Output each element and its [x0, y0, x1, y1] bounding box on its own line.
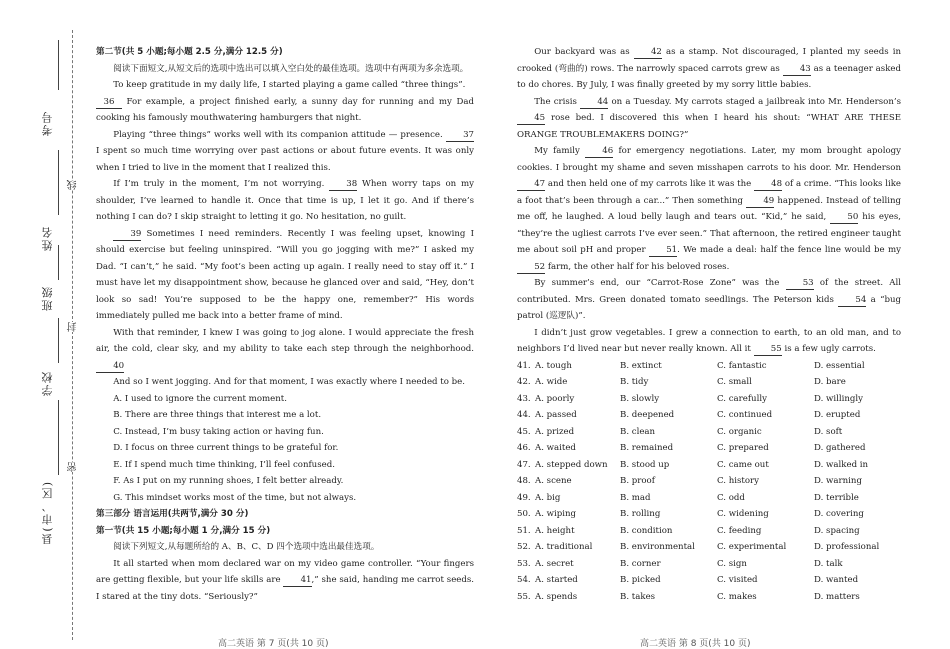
passage-paragraph: It all started when mom declared war on my video game controller. “Your fingers are getting flexible, but your life skills are 41,” she said, handing me carrot seeds. I stared at the tiny dots. “Seriously?” — [96, 558, 475, 602]
choice-option-d: D. walked in — [814, 459, 869, 470]
question-number: 49. — [517, 492, 531, 503]
choice-option-d: D. talk — [814, 558, 843, 569]
choice-option-d: D. warning — [814, 476, 862, 486]
question-number: 51. — [517, 525, 531, 536]
choice-option-b: B. corner — [620, 558, 661, 569]
choice-option-b: B. mad — [620, 492, 651, 503]
choice-option-c: C. feeding — [717, 525, 762, 536]
choice-option-b: B. rolling — [620, 509, 661, 519]
choice-option-b: B. remained — [620, 443, 674, 453]
blank-49: 49 — [746, 195, 774, 208]
choice-option-a: A. spends — [535, 591, 578, 602]
section-1-instructions: 阅读下列短文,从每题所给的 A、B、C、D 四个选项中选出最佳选项。 — [113, 542, 380, 552]
choice-option-b: B. deepened — [620, 410, 675, 420]
choice-option-d: D. spacing — [814, 525, 860, 536]
choice-row — [517, 374, 901, 391]
choice-option-c: C. carefully — [717, 393, 767, 404]
question-number: 45. — [517, 426, 531, 437]
choice-option-d: D. essential — [814, 360, 865, 371]
choice-option-d: D. terrible — [814, 492, 859, 503]
choice-option-a: A. big — [535, 492, 561, 503]
blank-42: 42 — [634, 46, 662, 59]
section-1-header: 第一节(共 15 小题;每小题 1 分,满分 15 分) — [96, 525, 271, 536]
blank-47: 47 — [517, 178, 545, 191]
choice-table — [517, 358, 901, 606]
blank-50: 50 — [830, 211, 858, 224]
choice-row — [517, 473, 901, 490]
question-number: 46. — [517, 443, 531, 453]
choice-row — [517, 440, 901, 457]
choice-option-b: B. stood up — [620, 459, 670, 470]
blank-38: 38 — [329, 178, 357, 191]
choice-row — [517, 506, 901, 523]
exam-number-line — [58, 40, 59, 90]
choice-option-a: A. poorly — [535, 393, 575, 404]
part-3-header: 第三部分 语言运用(共两节,满分 30 分) — [96, 509, 249, 519]
county-label: 县(市、区) — [41, 480, 54, 545]
choice-option-d: D. erupted — [814, 410, 861, 420]
choice-option-c: C. odd — [717, 492, 745, 503]
choice-option-a: A. height — [535, 525, 575, 536]
choice-option-b: B. extinct — [620, 360, 662, 371]
blank-48: 48 — [754, 178, 782, 191]
choice-row — [517, 457, 901, 474]
choice-option-c: C. organic — [717, 426, 762, 437]
choice-option-d: D. covering — [814, 509, 864, 519]
passage-paragraph: If I’m truly in the moment, I’m not worrying. 38 When worry taps on my shoulder, I’ve learned to handle it. Once that time is up, I let it go. And if there’s nothing I can do? I skip straight to letting it go. No hesitation, no guilt. — [96, 179, 475, 222]
passage-paragraph: By summer’s end, our “Carrot-Rose Zone” was the 53 of the street. All contributed. Mrs. Green donated tomato seedlings. The Peterson kids 54 a “bug patrol (巡逻队)”. — [517, 278, 902, 321]
blank-43: 43 — [783, 63, 811, 76]
question-number: 42. — [517, 377, 531, 387]
choice-row — [517, 539, 901, 556]
choice-option-d: D. gathered — [814, 443, 866, 453]
choice-option-d: D. wanted — [814, 575, 859, 585]
choice-option-d: D. willingly — [814, 393, 864, 404]
option-c: C. Instead, I’m busy taking action or having fun. — [113, 426, 324, 437]
name-label: 姓名 — [41, 225, 54, 251]
choice-option-b: B. picked — [620, 575, 661, 585]
passage-paragraph: My family 46 for emergency negotiations. Later, my mom brought apology cookies. I brought my shame and seven misshapen carrots to his door. Mr. Henderson 47 and then held one of my carrots like it was the 48 of a crime. “This looks like a foot that’s been through a car...” Then something 49 happened. Instead of telling me off, he laughed. A loud belly laugh and tears out. “Kid,” he said, 50 his eyes, “they’re the ugliest carrots I’ve ever seen.” That afternoon, the retired engineer taught me about soil pH and proper 51. We made a deal: half the fence line would be my 52 farm, the other half for his beloved roses. — [517, 146, 902, 272]
option-f: F. As I put on my running shoes, I felt better already. — [113, 476, 344, 486]
choice-option-c: C. small — [717, 377, 752, 387]
option-d: D. I focus on three current things to be grateful for. — [113, 443, 339, 453]
passage-paragraph: 36 For example, a project finished early, a sunny day for running and my Dad cooking his famously mouthwatering hamburgers that night. — [96, 96, 474, 123]
choice-option-c: C. history — [717, 476, 760, 486]
passage-paragraph: Our backyard was as 42 as a stamp. Not discouraged, I planted my seeds in crooked (弯曲的) rows. The narrowly spaced carrots grew as 43 as a teenager asked to do chores. By July, I was finally greeted by my sorry little babies. — [517, 47, 901, 90]
blank-55: 55 — [754, 343, 782, 356]
choice-row — [517, 589, 901, 606]
choice-option-a: A. traditional — [535, 542, 593, 552]
blank-36: 36 — [96, 96, 122, 109]
cut-line — [72, 30, 73, 640]
question-number: 55. — [517, 591, 531, 602]
page-7-footer: 高二英语 第 7 页(共 10 页) — [218, 639, 329, 649]
class-label: 班级 — [41, 285, 54, 311]
choice-row — [517, 572, 901, 589]
section-2-instructions: 阅读下面短文,从短文后的选项中选出可以填入空白处的最佳选项。选项中有两项为多余选项。 — [113, 63, 469, 74]
passage-paragraph: The crisis 44 on a Tuesday. My carrots staged a jailbreak into Mr. Henderson’s 45 rose bed. I discovered this when I heard his shout: “WHAT ARE THESE ORANGE TROUBLEMAKERS DOING?” — [517, 96, 901, 140]
page-8-footer: 高二英语 第 8 页(共 10 页) — [640, 639, 751, 649]
blank-52: 52 — [517, 261, 545, 274]
blank-40: 40 — [96, 360, 124, 373]
choice-option-d: D. bare — [814, 377, 846, 387]
choice-option-c: C. fantastic — [717, 360, 767, 371]
question-number: 43. — [517, 393, 531, 404]
choice-option-b: B. clean — [620, 426, 656, 437]
blank-45: 45 — [517, 112, 545, 125]
question-number: 54. — [517, 575, 531, 585]
choice-option-a: A. scene — [535, 476, 572, 486]
question-number: 44. — [517, 410, 531, 420]
choice-option-a: A. prized — [535, 426, 575, 437]
choice-option-d: D. soft — [814, 426, 843, 437]
blank-41: 41 — [283, 574, 311, 587]
passage-paragraph: To keep gratitude in my daily life, I started playing a game called “three things”. — [113, 80, 466, 90]
choice-row — [517, 490, 901, 507]
class-line — [58, 245, 59, 280]
choice-option-b: B. environmental — [620, 542, 695, 552]
choice-option-c: C. sign — [717, 558, 747, 569]
seal-mi: 密 — [68, 462, 79, 472]
choice-option-c: C. continued — [717, 410, 773, 420]
school-label: 学校 — [41, 370, 54, 396]
choice-option-a: A. tough — [535, 360, 572, 371]
choice-option-b: B. tidy — [620, 377, 649, 387]
exam-number-label: 考号 — [41, 110, 54, 136]
question-number: 50. — [517, 509, 531, 519]
choice-option-a: A. wide — [535, 377, 568, 387]
choice-row — [517, 523, 901, 540]
choice-row — [517, 424, 901, 441]
question-number: 53. — [517, 558, 531, 569]
question-number: 47. — [517, 459, 531, 470]
seal-xian: 线 — [68, 180, 79, 190]
choice-option-d: D. professional — [814, 542, 880, 552]
section-2-header: 第二节(共 5 小题;每小题 2.5 分,满分 12.5 分) — [96, 47, 283, 57]
blank-37: 37 — [446, 129, 474, 142]
choice-option-b: B. proof — [620, 476, 655, 486]
blank-46: 46 — [585, 145, 613, 158]
county-line — [58, 400, 59, 475]
choice-option-a: A. wiping — [535, 509, 577, 519]
question-number: 48. — [517, 476, 531, 486]
school-line — [58, 318, 59, 363]
choice-row — [517, 358, 901, 375]
choice-row — [517, 391, 901, 408]
choice-option-a: A. stepped down — [535, 459, 608, 470]
blank-54: 54 — [838, 294, 866, 307]
seal-feng: 封 — [68, 322, 79, 332]
blank-39: 39 — [113, 228, 141, 241]
name-line — [58, 150, 59, 215]
choice-option-c: C. prepared — [717, 443, 769, 453]
choice-option-b: B. slowly — [620, 393, 660, 404]
passage-paragraph: 39 Sometimes I need reminders. Recently I was feeling upset, knowing I should exercise but feeling uninspired. “Will you go jogging with me?” I asked my Dad. “I can’t,” he said. “My foot’s been acting up again. I really need to stay off it.” I must have let my disappointment show, because he glanced over and said, “Hey, don’t look so sad! You’re supposed to be the happy one, remember?” His words immediately pulled me back into a better frame of mind. — [96, 228, 474, 321]
blank-44: 44 — [580, 96, 608, 109]
choice-option-a: A. secret — [535, 558, 574, 569]
option-b: B. There are three things that interest me a lot. — [113, 410, 322, 420]
choice-row — [517, 556, 901, 573]
choice-option-c: C. makes — [717, 591, 757, 602]
option-g: G. This mindset works most of the time, but not always. — [113, 492, 357, 503]
blank-53: 53 — [786, 277, 814, 290]
binding-margin — [0, 0, 92, 648]
page-8-column — [517, 44, 901, 605]
option-e: E. If I spend much time thinking, I’ll feel confused. — [113, 459, 335, 470]
choice-option-a: A. passed — [535, 410, 577, 420]
choice-option-c: C. experimental — [717, 542, 787, 552]
question-number: 52. — [517, 542, 531, 552]
choice-option-a: A. waited — [535, 443, 576, 453]
choice-option-d: D. matters — [814, 591, 860, 602]
question-number: 41. — [517, 360, 531, 371]
choice-row — [517, 407, 901, 424]
passage-paragraph: Playing “three things” works well with its companion attitude — presence. 37 I spent so much time worrying over past actions or about future events. It was only when I tried to live in the moment that I realized this. — [96, 129, 474, 173]
passage-paragraph: With that reminder, I knew I was going to jog alone. I would appreciate the fresh air, the cold, clear sky, and my ability to take each step through the neighborhood. 40 — [96, 327, 474, 371]
choice-option-c: C. widening — [717, 509, 769, 519]
choice-option-c: C. visited — [717, 575, 758, 585]
page-7-column — [96, 44, 474, 605]
blank-51: 51 — [649, 244, 677, 257]
choice-option-b: B. condition — [620, 525, 673, 536]
passage-paragraph: And so I went jogging. And for that moment, I was exactly where I needed to be. — [113, 377, 465, 387]
passage-paragraph: I didn’t just grow vegetables. I grew a connection to earth, to an old man, and to neighbors I’d lived near but never really known. All it 55 is a few ugly carrots. — [517, 327, 901, 354]
choice-option-a: A. started — [535, 575, 578, 585]
choice-option-b: B. takes — [620, 591, 656, 602]
choice-option-c: C. came out — [717, 459, 769, 470]
option-a: A. I used to ignore the current moment. — [113, 393, 287, 404]
